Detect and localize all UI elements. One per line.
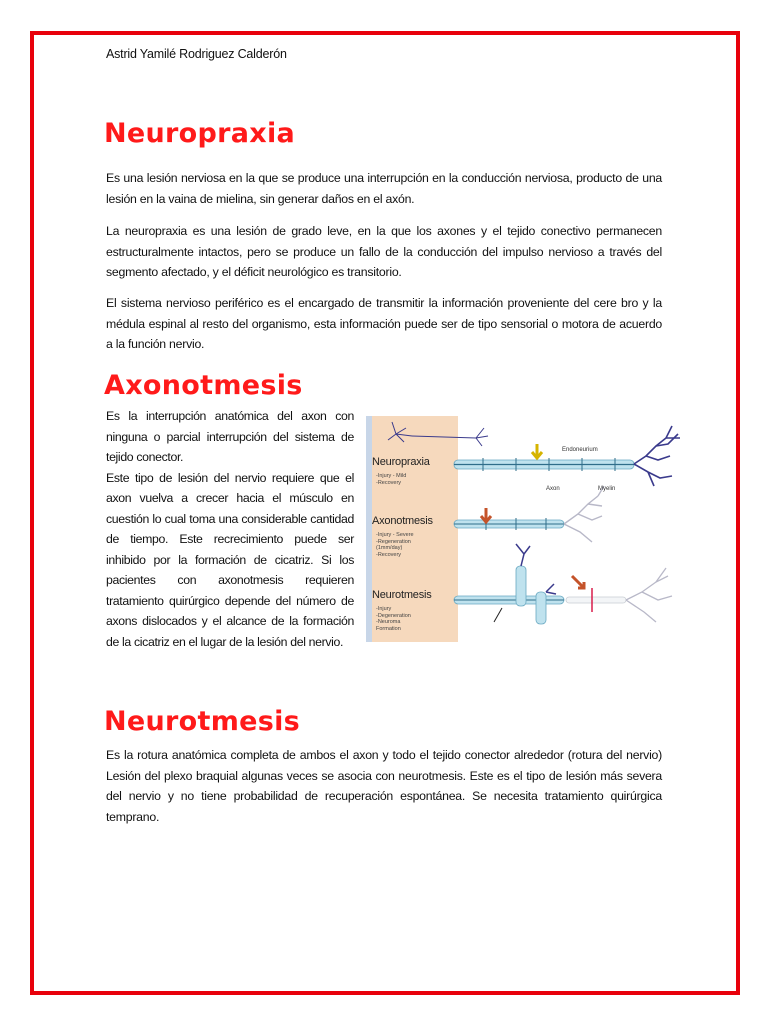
neuropraxia-paragraph-2: La neuropraxia es una lesión de grado leve, en la que los axones y el tejido conectivo permanecen estructuralmente intactos, pero se produce un fallo de la conducción del impulso nervioso a través del segmento afectado, y el déficit neurológico es transitorio. <box>106 224 662 279</box>
axonotmesis-paragraph-2: Este tipo de lesión del nervio requiere que el axon vuelva a crecer hacia el músculo en cuestión lo cual toma una considerable cantidad de tiempo. Este recrecimiento puede ser inhibido por la formación de cicatriz. Si los pacientes con axonotmesis requieren tratamiento quirúrgico depende del número de axons dislocados y el alcance de la formación de la cicatriz en el lugar de la lesión del nervio. <box>106 470 354 649</box>
neuropraxia-paragraph-1: Es una lesión nerviosa en la que se produce una interrupción en la conducción nerviosa, producto de una lesión en la vaina de mielina, sin generar daños en el axón. <box>106 171 662 206</box>
figure-notes-neurotmesis: -Injury -Degeneration -Neuroma Formation <box>376 606 411 632</box>
section-title-neurotmesis: Neurotmesis <box>104 706 301 737</box>
figure-annotation-myelin: Myelin <box>598 486 616 492</box>
axonotmesis-paragraph-1: Es la interrupción anatómica del axon con ninguna o parcial interrupción del sistema de tejido conector. <box>106 409 354 464</box>
figure-annotation-axon: Axon <box>546 486 560 492</box>
figure-annotation-endoneurium: Endoneurium <box>562 447 598 453</box>
nerve-injury-figure <box>366 416 700 642</box>
neuropraxia-paragraph-3: El sistema nervioso periférico es el encargado de transmitir la información proveniente del cere bro y la médula espinal al resto del organismo, esta información puede ser de tipo sensorial o motora de acuerdo a la función nervio. <box>106 296 662 351</box>
section-title-axonotmesis: Axonotmesis <box>104 370 303 401</box>
figure-label-neurotmesis: Neurotmesis <box>372 589 432 601</box>
figure-label-neuropraxia: Neuropraxia <box>372 456 430 468</box>
figure-notes-axonotmesis: -Injury - Severe -Regeneration (1mm/day) -Recovery <box>376 532 414 558</box>
section-title-neuropraxia: Neuropraxia <box>104 118 296 149</box>
figure-notes-neuropraxia: -Injury - Mild -Recovery <box>376 473 407 486</box>
neurotmesis-paragraph-1: Es la rotura anatómica completa de ambos el axon y todo el tejido conector alrededor (rotura del nervio) Lesión del plexo braquial algunas veces se asocia con neurotmesis. Este es el tipo de lesión más severa del nervio y no tiene probabilidad de recuperación espontánea. Se necesita tratamiento quirúrgica temprano. <box>106 748 662 824</box>
figure-label-axonotmesis: Axonotmesis <box>372 515 433 527</box>
author-name: Astrid Yamilé Rodriguez Calderón <box>106 47 287 61</box>
nerve-diagram <box>366 416 700 642</box>
axonotmesis-text <box>106 406 354 652</box>
